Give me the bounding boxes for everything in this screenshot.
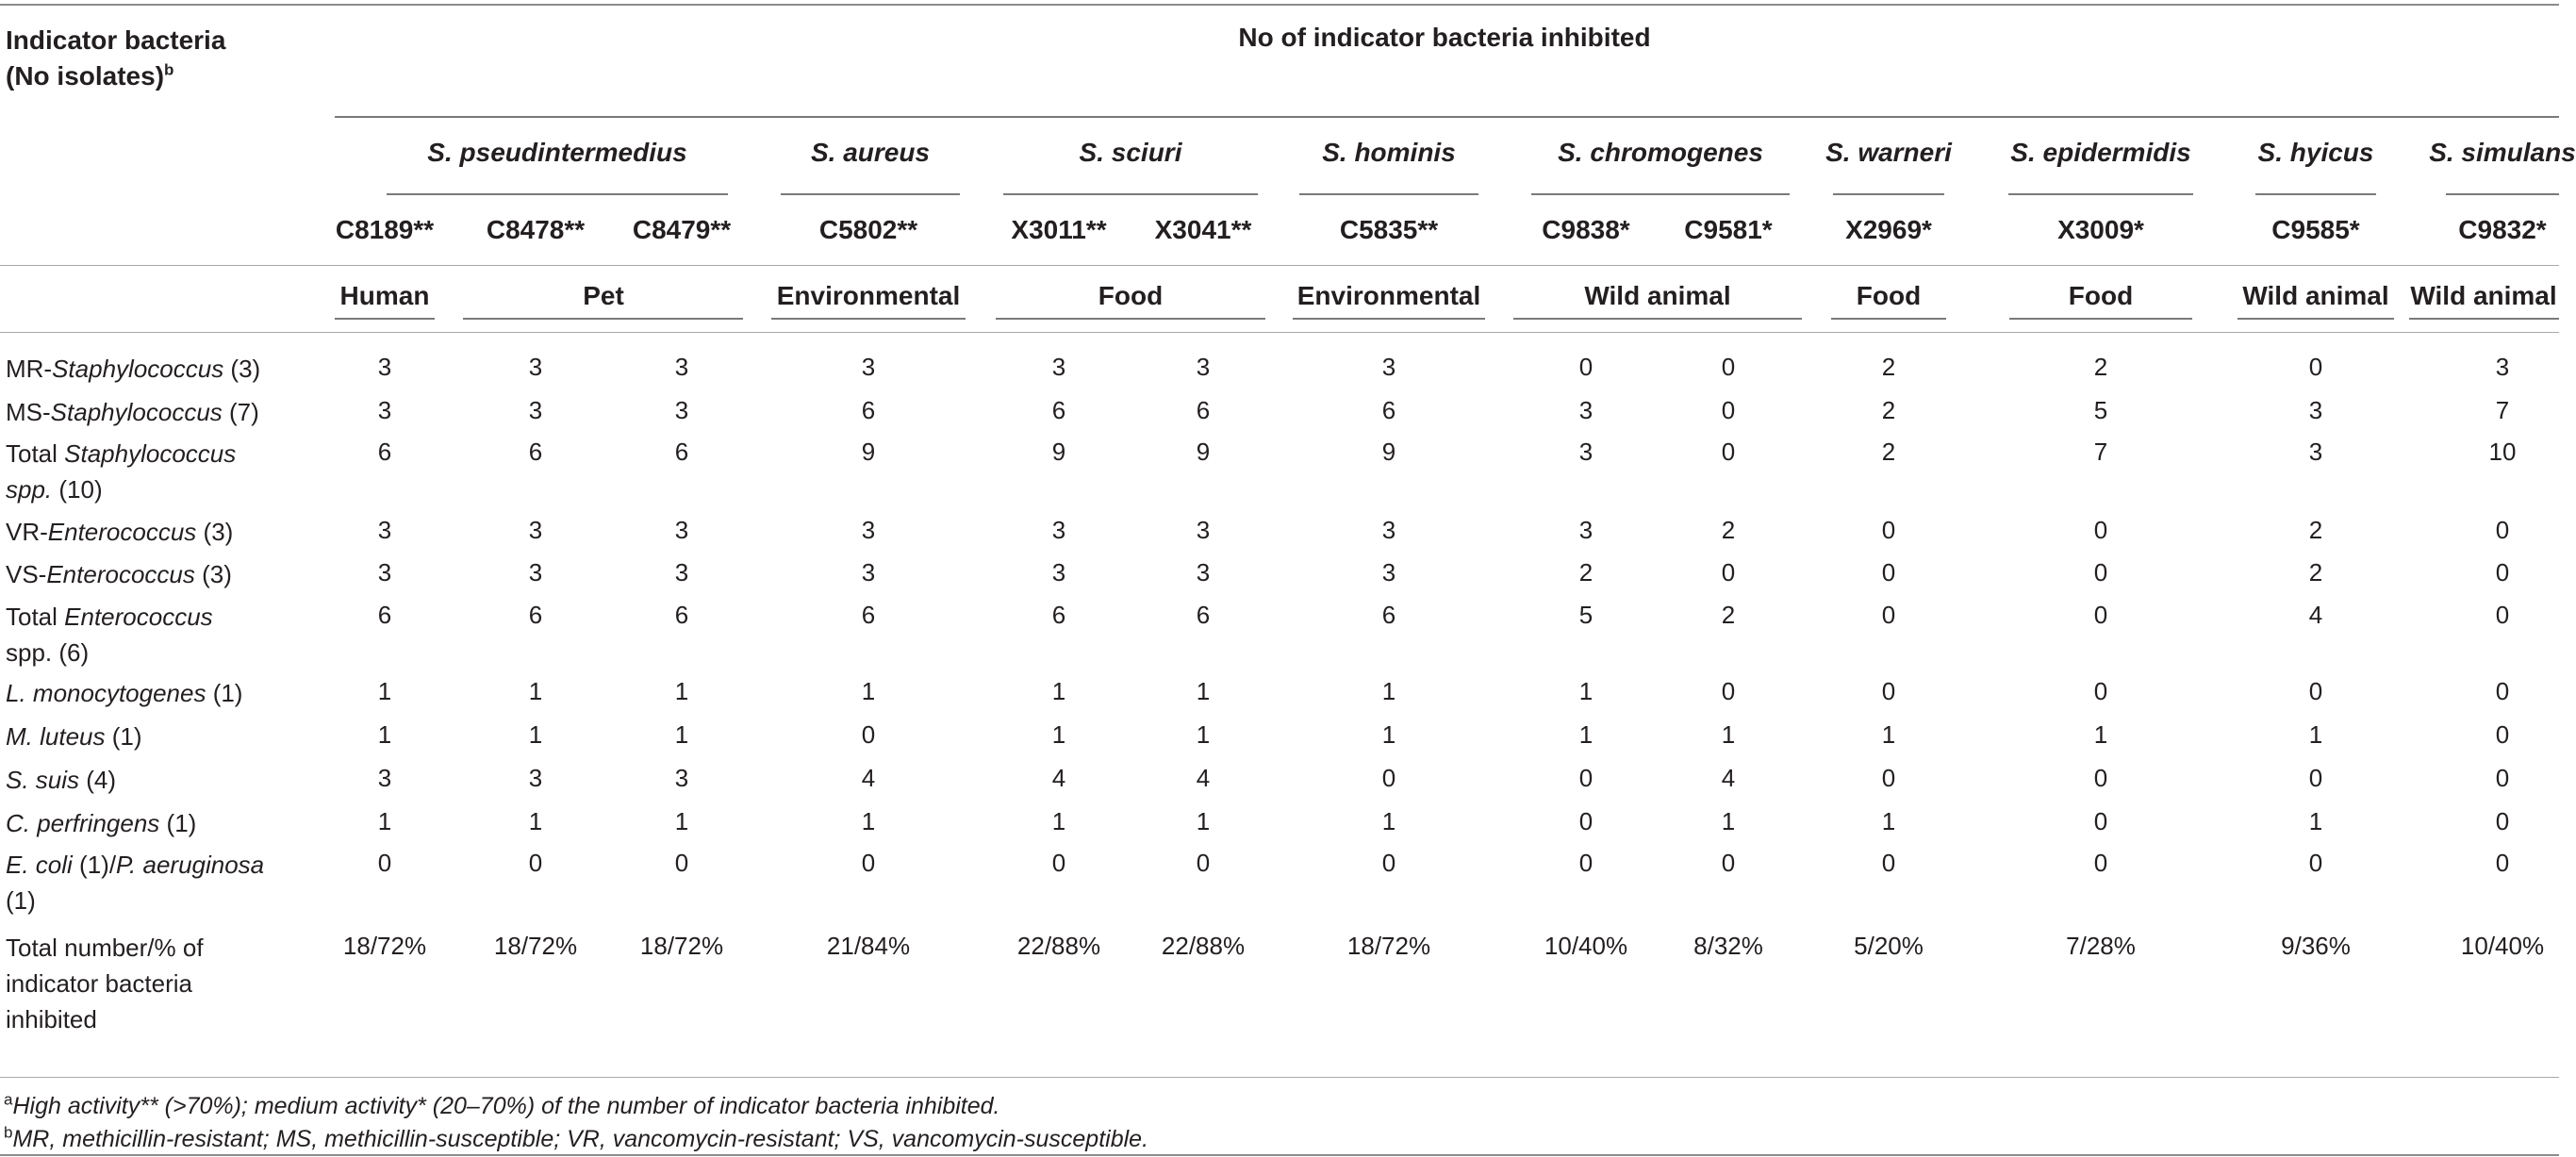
table-cell: 0 (1721, 677, 1736, 705)
table-cell: 1 (1721, 720, 1736, 749)
table-cell: 0 (1051, 849, 1066, 877)
table-cell: 2 (2308, 558, 2323, 587)
source-header: Pet (583, 281, 624, 310)
row-label: E. coli (1)/P. aeruginosa (1) (6, 851, 265, 915)
table-cell: 6 (1196, 396, 1211, 424)
table-cell: 3 (1578, 396, 1593, 424)
table-cell: 0 (2093, 601, 2108, 629)
source-header: Food (1098, 281, 1164, 310)
table-cell: 3 (1381, 353, 1396, 381)
species-underline (781, 193, 960, 195)
table-cell: 0 (1381, 764, 1396, 792)
group-header: No of indicator bacteria inhibited (1238, 23, 1651, 52)
table-cell: 1 (861, 677, 876, 705)
table-cell: 1 (1578, 720, 1593, 749)
table-cell: 2 (2308, 516, 2323, 544)
strain-header: C8189** (335, 215, 435, 244)
table-cell: 3 (2308, 396, 2323, 424)
table-cell: 3 (377, 516, 392, 544)
species-header: S. simulans (2429, 138, 2576, 167)
row-label: C. perfringens (1) (6, 809, 197, 837)
table-cell: 3 (377, 396, 392, 424)
bottom-rule (0, 1154, 2559, 1156)
species-underline (2446, 193, 2559, 195)
table-cell: 1 (1051, 677, 1066, 705)
table-cell: 0 (2495, 558, 2510, 587)
table-cell: 0 (2093, 558, 2108, 587)
table-cell: 0 (1721, 438, 1736, 466)
table-cell: 6 (674, 438, 689, 466)
table-cell: 4 (1196, 764, 1211, 792)
table-cell: 0 (2308, 353, 2323, 381)
table-cell: 0 (2495, 807, 2510, 835)
table-cell: 7 (2093, 438, 2108, 466)
species-header: S. aureus (810, 138, 931, 167)
table-cell: 0 (2495, 764, 2510, 792)
row-label: M. luteus (1) (6, 722, 142, 751)
table-cell: 6 (377, 438, 392, 466)
table-cell: 4 (861, 764, 876, 792)
table-cell: 3 (1051, 558, 1066, 587)
table-cell: 1 (1881, 720, 1896, 749)
table-cell: 1 (528, 720, 543, 749)
table-cell: 1 (1196, 807, 1211, 835)
strain-header: C9581* (1684, 215, 1773, 244)
source-rule (0, 332, 2559, 333)
table-cell: 4 (1721, 764, 1736, 792)
table-cell: 10/40% (1544, 932, 1628, 960)
table-cell: 3 (1051, 516, 1066, 544)
species-underline (1531, 193, 1790, 195)
table-cell: 9 (1051, 438, 1066, 466)
table-cell: 2 (1881, 353, 1896, 381)
table-cell: 1 (528, 677, 543, 705)
table-cell: 3 (674, 516, 689, 544)
strain-header: C8478** (486, 215, 586, 244)
source-underline (2409, 318, 2559, 320)
table-cell: 6 (528, 601, 543, 629)
species-header: S. hyicus (2257, 138, 2374, 167)
table-cell: 1 (1051, 807, 1066, 835)
table-cell: 1 (377, 677, 392, 705)
table-cell: 3 (1196, 558, 1211, 587)
table-cell: 2 (1578, 558, 1593, 587)
table-cell: 3 (674, 353, 689, 381)
table-cell: 0 (2308, 849, 2323, 877)
source-underline (1831, 318, 1946, 320)
row-label: S. suis (4) (6, 766, 117, 794)
strain-header: X3041** (1154, 215, 1252, 244)
table-cell: 22/88% (1161, 932, 1246, 960)
table-cell: 1 (1196, 677, 1211, 705)
species-header: S. hominis (1322, 138, 1456, 167)
indicator-header: Indicator bacteria (No isolates)$^b$ (6, 25, 226, 91)
table-cell: 0 (861, 849, 876, 877)
table-cell: 6 (1196, 601, 1211, 629)
source-underline (1293, 318, 1485, 320)
table-cell: 0 (1721, 849, 1736, 877)
table-cell: 0 (1578, 353, 1593, 381)
table-cell: 3 (528, 396, 543, 424)
species-underline (1833, 193, 1944, 195)
table-cell: 1 (1381, 720, 1396, 749)
strain-header: C9585* (2271, 215, 2360, 244)
table-cell: 6 (377, 601, 392, 629)
strain-header: C5835** (1339, 215, 1439, 244)
table-cell: 0 (1578, 764, 1593, 792)
source-header: Food (1856, 281, 1922, 310)
table-cell: 1 (1578, 677, 1593, 705)
table-cell: 0 (2093, 677, 2108, 705)
species-header: S. epidermidis (2010, 138, 2191, 167)
table-cell: 9 (1196, 438, 1211, 466)
table-cell: 6 (674, 601, 689, 629)
row-label: MS-Staphylococcus (7) (6, 398, 259, 426)
table-cell: 6 (528, 438, 543, 466)
table-cell: 1 (2308, 720, 2323, 749)
table-cell: 0 (1578, 807, 1593, 835)
table-cell: 0 (1721, 558, 1736, 587)
table-cell: 3 (528, 353, 543, 381)
table-cell: 0 (2093, 849, 2108, 877)
table-cell: 0 (1721, 353, 1736, 381)
table-cell: 3 (861, 558, 876, 587)
table-cell: 3 (861, 516, 876, 544)
table-cell: 0 (1881, 764, 1896, 792)
table-cell: 2 (1721, 516, 1736, 544)
species-underline (1003, 193, 1258, 195)
table-cell: 3 (674, 558, 689, 587)
strain-header: C5802** (818, 215, 918, 244)
table-cell: 0 (2495, 720, 2510, 749)
table-cell: 0 (674, 849, 689, 877)
table-cell: 0 (2308, 764, 2323, 792)
table-cell: 1 (1721, 807, 1736, 835)
species-underline (2008, 193, 2193, 195)
table-cell: 0 (1881, 677, 1896, 705)
source-underline (463, 318, 743, 320)
table-cell: 3 (2495, 353, 2510, 381)
table-cell: 1 (2093, 720, 2108, 749)
table-cell: 3 (1578, 516, 1593, 544)
source-underline (335, 318, 435, 320)
table-cell: 0 (2495, 677, 2510, 705)
table-cell: 10 (2488, 438, 2517, 466)
table-cell: 3 (861, 353, 876, 381)
table-cell: 1 (1196, 720, 1211, 749)
body-bottom-rule (0, 1077, 2559, 1078)
table-cell: 3 (1381, 516, 1396, 544)
table-cell: 0 (1881, 516, 1896, 544)
table-cell: 8/32% (1693, 932, 1763, 960)
table-cell: 3 (2308, 438, 2323, 466)
table-cell: 1 (674, 807, 689, 835)
table-cell: 1 (2308, 807, 2323, 835)
table-cell: 9/36% (2281, 932, 2351, 960)
source-header: Wild animal (1584, 281, 1731, 310)
table-cell: 6 (861, 601, 876, 629)
table-cell: 1 (1051, 720, 1066, 749)
table-cell: 0 (1196, 849, 1211, 877)
table-cell: 1 (377, 720, 392, 749)
strain-header: X2969* (1845, 215, 1932, 244)
table-cell: 0 (861, 720, 876, 749)
row-label: Total Staphylococcus spp. (10) (6, 439, 237, 504)
species-underline (387, 193, 728, 195)
table-cell: 6 (1051, 601, 1066, 629)
table-cell: 3 (377, 764, 392, 792)
table-cell: 18/72% (342, 932, 427, 960)
table-cell: 3 (377, 558, 392, 587)
source-underline (771, 318, 966, 320)
table-cell: 3 (1196, 516, 1211, 544)
table-cell: 0 (377, 849, 392, 877)
table-cell: 7 (2495, 396, 2510, 424)
species-header: S. sciuri (1079, 138, 1182, 167)
table-cell: 0 (1881, 558, 1896, 587)
row-label: MR-Staphylococcus (3) (6, 355, 261, 383)
strain-header: C9832* (2458, 215, 2547, 244)
table-cell: 5 (2093, 396, 2108, 424)
source-header: Environmental (1296, 281, 1481, 310)
source-header: Wild animal (2410, 281, 2557, 310)
table-cell: 6 (1051, 396, 1066, 424)
row-label: VR-Enterococcus (3) (6, 518, 234, 546)
table-cell: 1 (1381, 677, 1396, 705)
table-cell: 6 (1381, 601, 1396, 629)
table-cell: 18/72% (639, 932, 724, 960)
table-cell: 2 (1721, 601, 1736, 629)
table-cell: 1 (1881, 807, 1896, 835)
table-cell: 7/28% (2066, 932, 2136, 960)
table-cell: 3 (1196, 353, 1211, 381)
table-cell: 3 (1578, 438, 1593, 466)
species-underline (2255, 193, 2376, 195)
table-cell: 3 (1051, 353, 1066, 381)
group-underline (335, 116, 2559, 118)
table-cell: 0 (1881, 601, 1896, 629)
table-cell: 4 (2308, 601, 2323, 629)
table-cell: 1 (1381, 807, 1396, 835)
table-cell: 1 (377, 807, 392, 835)
table-cell: 0 (2093, 516, 2108, 544)
table-cell: 2 (2093, 353, 2108, 381)
table-cell: 9 (861, 438, 876, 466)
table-cell: 4 (1051, 764, 1066, 792)
table-cell: 5 (1578, 601, 1593, 629)
table-cell: 6 (1381, 396, 1396, 424)
table-cell: 1 (674, 677, 689, 705)
table-cell: 1 (528, 807, 543, 835)
table-cell: 18/72% (493, 932, 578, 960)
table-cell: 0 (1578, 849, 1593, 877)
species-header: S. pseudintermedius (427, 138, 687, 167)
table-cell: 0 (2308, 677, 2323, 705)
strain-header: X3011** (1011, 215, 1107, 244)
row-label: VS-Enterococcus (3) (6, 560, 232, 588)
table-cell: 9 (1381, 438, 1396, 466)
table-cell: 5/20% (1854, 932, 1924, 960)
table-cell: 0 (2093, 807, 2108, 835)
table-cell: 0 (2495, 516, 2510, 544)
table-cell: 18/72% (1346, 932, 1431, 960)
strain-header: X3009* (2057, 215, 2144, 244)
table-cell: 1 (674, 720, 689, 749)
table-cell: 3 (674, 396, 689, 424)
footnote-a: $^a$High activity** (>70%); medium activity* (20–70%) of the number of indicator bacteria inhibited. (4, 1090, 1000, 1119)
strain-header: C8479** (632, 215, 732, 244)
row-label: L. monocytogenes (1) (6, 679, 243, 707)
table-cell: 3 (1381, 558, 1396, 587)
table-cell: 10/40% (2460, 932, 2545, 960)
top-rule (0, 4, 2559, 6)
row-label: Total Enterococcus spp. (6) (6, 603, 213, 667)
table-cell: 1 (861, 807, 876, 835)
source-header: Environmental (776, 281, 961, 310)
table-cell: 6 (861, 396, 876, 424)
table-cell: 22/88% (1016, 932, 1101, 960)
table-cell: 3 (674, 764, 689, 792)
table-cell: 3 (528, 764, 543, 792)
table-cell: 0 (2495, 849, 2510, 877)
source-underline (2009, 318, 2192, 320)
row-label: Total number/% of indicator bacteria inhibited (6, 934, 204, 1033)
source-underline (2237, 318, 2394, 320)
table-cell: 2 (1881, 396, 1896, 424)
source-underline (996, 318, 1265, 320)
table-cell: 0 (528, 849, 543, 877)
source-underline (1513, 318, 1802, 320)
table-cell: 2 (1881, 438, 1896, 466)
footnote-b: $^b$MR, methicillin-resistant; MS, methicillin-susceptible; VR, vancomycin-resistant; VS, vancomycin-susceptible. (4, 1123, 1149, 1152)
strain-header: C9838* (1542, 215, 1630, 244)
source-header: Wild animal (2242, 281, 2389, 310)
table-cell: 3 (528, 516, 543, 544)
species-header: S. warneri (1825, 138, 1952, 167)
source-header: Human (339, 281, 430, 310)
header-rule (0, 265, 2559, 266)
species-underline (1299, 193, 1478, 195)
table-cell: 0 (1721, 396, 1736, 424)
table-cell: 21/84% (826, 932, 911, 960)
table-cell: 0 (2495, 601, 2510, 629)
species-header: S. chromogenes (1558, 138, 1763, 167)
table-cell: 3 (528, 558, 543, 587)
source-header: Food (2068, 281, 2134, 310)
table-cell: 3 (377, 353, 392, 381)
table-cell: 0 (1381, 849, 1396, 877)
table-cell: 0 (1881, 849, 1896, 877)
table-cell: 0 (2093, 764, 2108, 792)
